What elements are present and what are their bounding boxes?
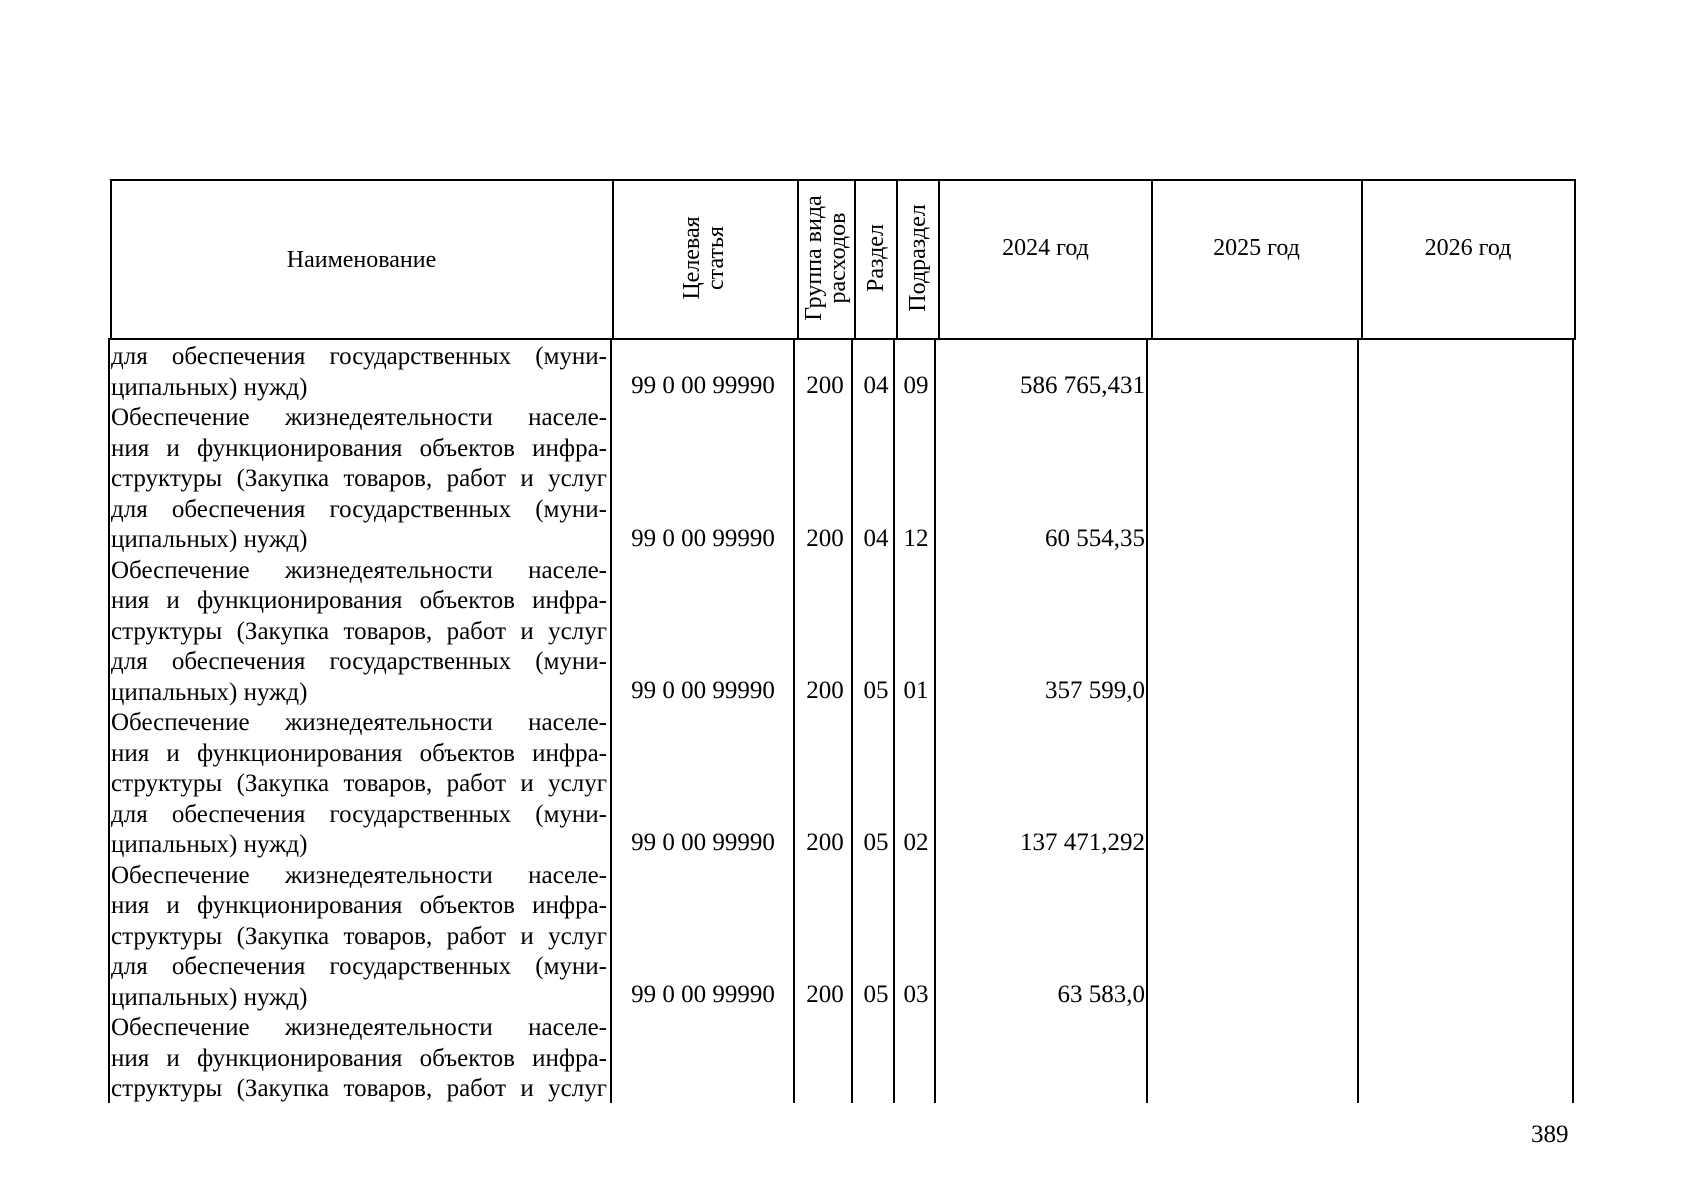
- header-2026: 2026 год: [1424, 235, 1512, 261]
- description-line: для обеспечения государственных (муни-: [111, 343, 607, 370]
- description-line: для обеспечения государственных (муни-: [111, 495, 607, 523]
- description-line: ния и функционирования объектов инфра-: [111, 1044, 607, 1072]
- row-4-section: 05: [863, 829, 889, 856]
- description-line: ния и функционирования объектов инфра-: [111, 892, 607, 919]
- body-divider-2025: [1357, 338, 1359, 1103]
- row-3-target: 99 0 00 99990: [631, 677, 775, 704]
- description-line: структуры (Закупка товаров, работ и услуг: [111, 770, 607, 797]
- page-number: 389: [1531, 1121, 1569, 1148]
- row-1-group: 200: [806, 372, 844, 399]
- description-line: ципальных) нужд): [111, 373, 308, 401]
- description-line: структуры (Закупка товаров, работ и услуг: [111, 465, 607, 492]
- row-4-subsection: 02: [903, 829, 929, 856]
- row-5-target: 99 0 00 99990: [631, 981, 775, 1008]
- col-divider-name: [612, 179, 614, 339]
- row-5-group: 200: [806, 981, 844, 1008]
- body-divider-name: [610, 338, 612, 1103]
- description-line: ципальных) нужд): [111, 678, 308, 706]
- description-line: Обеспечение жизнедеятельности населе-: [111, 556, 607, 584]
- row-5-section: 05: [863, 981, 889, 1008]
- table-top-border: [110, 179, 1576, 181]
- description-line: структуры (Закупка товаров, работ и услуг: [111, 922, 607, 950]
- header-target-line2: статья: [703, 226, 729, 290]
- header-target-article: [680, 216, 728, 299]
- header-subsection: Подраздел: [905, 204, 931, 312]
- row-4-2024: 137 471,292: [1020, 829, 1145, 856]
- body-left-border: [108, 338, 110, 1103]
- body-divider-target: [793, 338, 795, 1103]
- row-4-target: 99 0 00 99990: [631, 829, 775, 856]
- row-1-subsection: 09: [903, 372, 929, 399]
- description-line: Обеспечение жизнедеятельности населе-: [111, 709, 607, 736]
- header-name: Наименование: [286, 247, 437, 273]
- row-2-section: 04: [863, 525, 889, 552]
- description-line: структуры (Закупка товаров, работ и услуг: [111, 617, 607, 645]
- row-3-group: 200: [806, 677, 844, 704]
- description-line: ния и функционирования объектов инфра-: [111, 587, 607, 614]
- row-2-group: 200: [806, 525, 844, 552]
- header-2024: 2024 год: [1002, 235, 1089, 261]
- row-3-section: 05: [863, 677, 889, 704]
- description-line: структуры (Закупка товаров, работ и услуг: [111, 1075, 607, 1102]
- description-line: для обеспечения государственных (муни-: [111, 953, 607, 980]
- row-3-subsection: 01: [903, 677, 929, 704]
- description-line: для обеспечения государственных (муни-: [111, 648, 607, 675]
- row-4-group: 200: [806, 829, 844, 856]
- header-expense-group: [802, 195, 850, 320]
- description-line: ния и функционирования объектов инфра-: [111, 434, 607, 462]
- header-group-line1: Группа вида: [801, 195, 827, 321]
- row-1-section: 04: [863, 372, 889, 399]
- header-group-line2: расходов: [825, 212, 851, 304]
- row-2-subsection: 12: [903, 525, 929, 552]
- description-line: ния и функционирования объектов инфра-: [111, 739, 607, 767]
- description-line: для обеспечения государственных (муни-: [111, 800, 607, 828]
- description-line: Обеспечение жизнедеятельности населе-: [111, 1014, 607, 1041]
- col-divider-target: [797, 179, 799, 339]
- description-line: ципальных) нужд): [111, 831, 308, 858]
- body-right-border: [1572, 338, 1574, 1103]
- row-2-target: 99 0 00 99990: [631, 525, 775, 552]
- description-line: ципальных) нужд): [111, 983, 308, 1011]
- description-line: ципальных) нужд): [111, 526, 308, 553]
- col-divider-group: [854, 179, 856, 339]
- description-line: Обеспечение жизнедеятельности населе-: [111, 861, 607, 889]
- body-divider-2024: [1146, 338, 1148, 1103]
- header-2025: 2025 год: [1213, 235, 1300, 261]
- description-column: [111, 342, 607, 1105]
- description-line: Обеспечение жизнедеятельности населе-: [111, 404, 607, 431]
- header-target-line1: Целевая: [679, 216, 705, 300]
- table-right-border: [1574, 179, 1576, 339]
- row-1-target: 99 0 00 99990: [631, 372, 775, 399]
- row-5-2024: 63 583,0: [1057, 981, 1145, 1008]
- row-5-subsection: 03: [903, 981, 929, 1008]
- row-2-2024: 60 554,35: [1045, 525, 1145, 552]
- col-divider-section: [896, 179, 898, 339]
- row-1-2024: 586 765,431: [1020, 372, 1145, 399]
- row-3-2024: 357 599,0: [1045, 677, 1145, 704]
- header-section: Раздел: [863, 224, 889, 292]
